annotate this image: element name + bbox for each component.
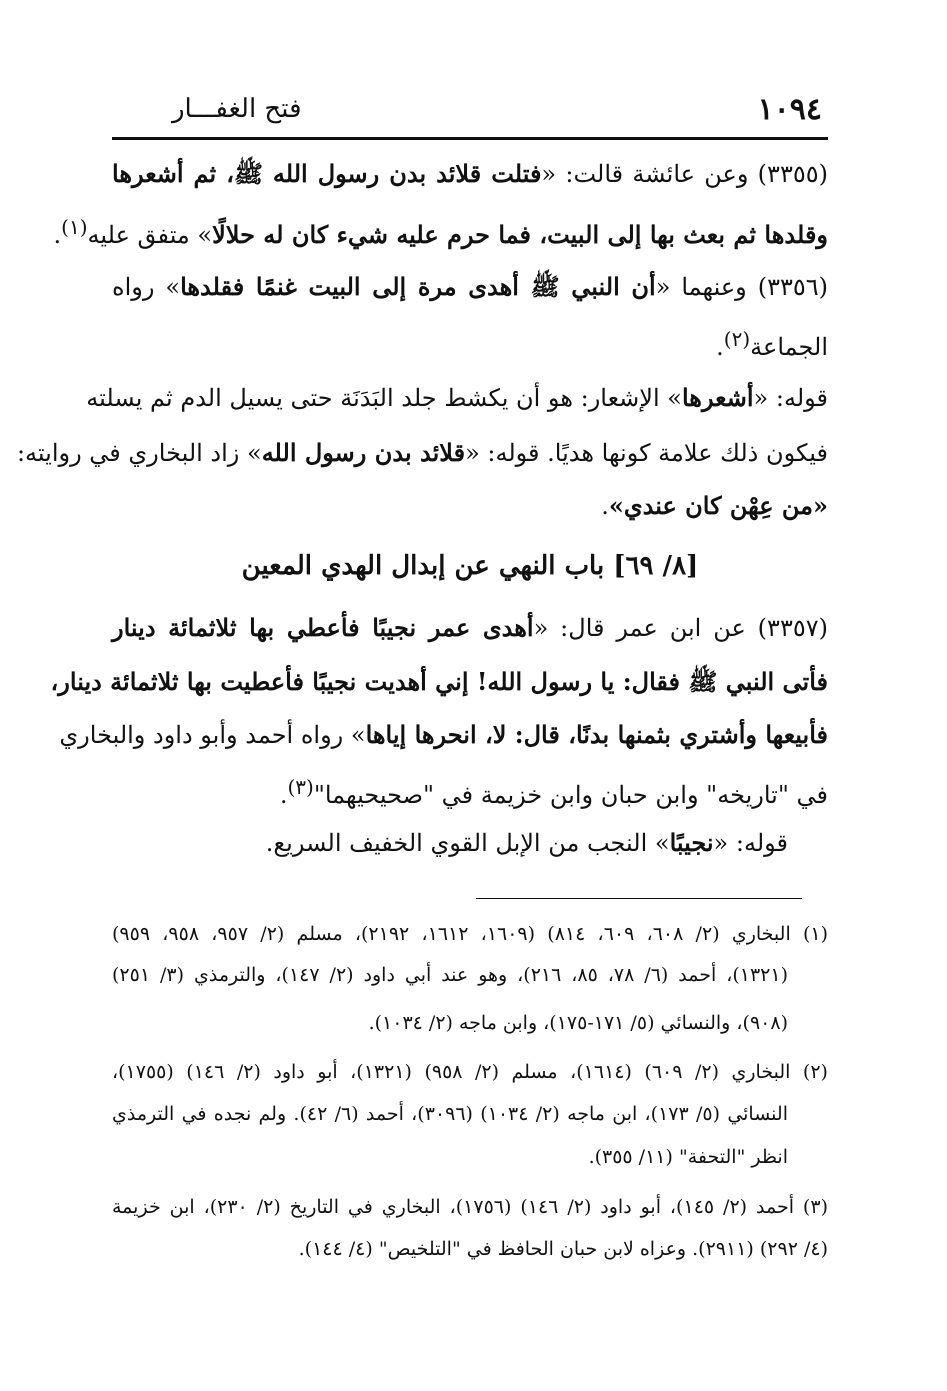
commentary-1-term: أشعرها <box>681 383 754 412</box>
footnote-ref-3[interactable]: (٣) <box>287 775 314 799</box>
commentary-2-text: » النجب من الإبل القوي الخفيف السريع. <box>265 829 670 857</box>
footnote-3-line-1: (٣) أحمد (٢/ ١٤٥)، أبو داود (٢/ ١٤٦) (١٧٥٦)، البخاري في التاريخ (٢/ ٢٣٠)، ابن خزيمة <box>112 1196 828 1218</box>
hadith-3355-line-1 <box>112 153 828 195</box>
footnote-ref-1[interactable]: (١) <box>61 215 88 239</box>
hadith-3355-end: . <box>53 221 62 249</box>
hadith-3357-line-2 <box>50 661 828 703</box>
footnote-2-line-3: انظر "التحفة" (١١/ ٣٥٥). <box>588 1146 788 1168</box>
page-header <box>112 90 828 138</box>
hadith-3355-line-2 <box>53 206 828 249</box>
footnote-1-line-3: (٩٠٨)، والنسائي (٥/ ١٧١-١٧٥)، وابن ماجه (٢/ ١٠٣٤). <box>368 1012 788 1034</box>
running-title: فتح الغفـــار <box>172 94 302 124</box>
commentary-1-line-2 <box>16 432 828 474</box>
hadith-3357-text-cont: فأتى النبي ﷺ فقال: يا رسول الله! إني أهديت نجيبًا فأعطيت بها ثلاثمائة دينار، <box>50 667 828 696</box>
hadith-3356-source: » رواه <box>112 273 181 301</box>
commentary-1-text-cont: فيكون ذلك علامة كونها هديًا. قوله: « <box>465 439 828 467</box>
footnote-3-line-2: (٤/ ٢٩٢) (٢٩١١). وعزاه لابن حبان الحافظ في "التلخيص" (٤/ ١٤٤). <box>298 1238 828 1260</box>
commentary-1-term-2: قلائد بدن رسول الله <box>261 438 466 467</box>
hadith-3357-end: . <box>279 781 288 809</box>
hadith-3355-intro: (٣٣٥٥) وعن عائشة قالت: « <box>541 160 828 188</box>
hadith-3357-line-3 <box>59 714 828 756</box>
hadith-3355-text-cont: وقلدها ثم بعث بها إلى البيت، فما حرم عليه شيء كان له حلالًا <box>212 220 828 249</box>
footnote-ref-2[interactable]: (٢) <box>723 327 751 351</box>
hadith-3357-text-cont-2: فأبيعها وأشتري بثمنها بدنًا، قال: لا، انحرها إياها <box>365 720 828 749</box>
hadith-3356-intro: (٣٣٥٦) وعنهما « <box>655 273 828 301</box>
commentary-1-line-3 <box>112 485 828 527</box>
commentary-1-quote: «من عِهْن كان عندي» <box>608 491 828 520</box>
hadith-3356-end: . <box>716 333 724 361</box>
footnote-separator <box>476 898 802 899</box>
hadith-3355-text: فتلت قلائد بدن رسول الله ﷺ، ثم أشعرها <box>112 159 542 188</box>
commentary-1-intro: قوله: « <box>753 384 828 412</box>
hadith-3356-text: أن النبي ﷺ أهدى مرة إلى البيت غنمًا فقلدها <box>180 272 656 301</box>
hadith-3356-line-1 <box>112 266 828 308</box>
footnote-1-line-2: (١٣٢١)، أحمد (٦/ ٧٨، ٨٥، ٢١٦)، وهو عند أبي داود (٢/ ١٤٧)، والترمذي (٣/ ٢٥١) <box>112 964 788 986</box>
footnote-1-line-1: (١) البخاري (٢/ ٦٠٨، ٦٠٩، ٨١٤) (١٦٠٩، ١٦١٢، ٢١٩٢)، مسلم (٢/ ٩٥٧، ٩٥٨، ٩٥٩) <box>112 923 829 945</box>
commentary-1-text: » الإشعار: هو أن يكشط جلد البَدَنَة حتى يسيل الدم ثم يسلته <box>86 384 682 412</box>
hadith-3357-text: أهدى عمر نجيبًا فأعطي بها ثلاثمائة دينار <box>112 613 534 642</box>
commentary-2-line-1 <box>112 822 828 864</box>
commentary-2-intro: قوله: « <box>713 829 788 857</box>
footnote-2-line-2: النسائي (٥/ ١٧٣)، ابن ماجه (٢/ ١٠٣٤) (٣٠٩٦)، أحمد (٦/ ٤٢). ولم نجده في الترمذي <box>112 1103 788 1125</box>
header-rule <box>112 137 828 140</box>
commentary-1-line-1 <box>86 377 828 419</box>
commentary-2-term: نجيبًا <box>669 828 714 857</box>
hadith-3357-line-1 <box>112 607 828 649</box>
hadith-3356-line-2 <box>112 318 828 360</box>
hadith-3357-line-4 <box>112 766 828 808</box>
hadith-3357-source: » رواه أحمد وأبو داود والبخاري <box>59 721 366 749</box>
chapter-heading: [٨/ ٦٩] باب النهي عن إبدال الهدي المعين <box>241 551 699 581</box>
hadith-3355-source: » متفق عليه <box>87 221 213 249</box>
hadith-3356-source-cont: الجماعة <box>750 333 828 361</box>
page-number: ١٠٩٤ <box>757 92 822 127</box>
commentary-1-text-cont-2: » زاد البخاري في روايته: <box>16 439 262 467</box>
hadith-3357-intro: (٣٣٥٧) عن ابن عمر قال: « <box>533 614 828 642</box>
hadith-3357-source-cont: في "تاريخه" وابن حبان وابن خزيمة في "صحيحيهما" <box>313 781 828 809</box>
footnote-2-line-1: (٢) البخاري (٢/ ٦٠٩) (١٦١٤)، مسلم (٢/ ٩٥٨) (١٣٢١)، أبو داود (٢/ ١٤٦) (١٧٥٥)، <box>112 1061 828 1083</box>
commentary-1-end: . <box>601 492 609 520</box>
